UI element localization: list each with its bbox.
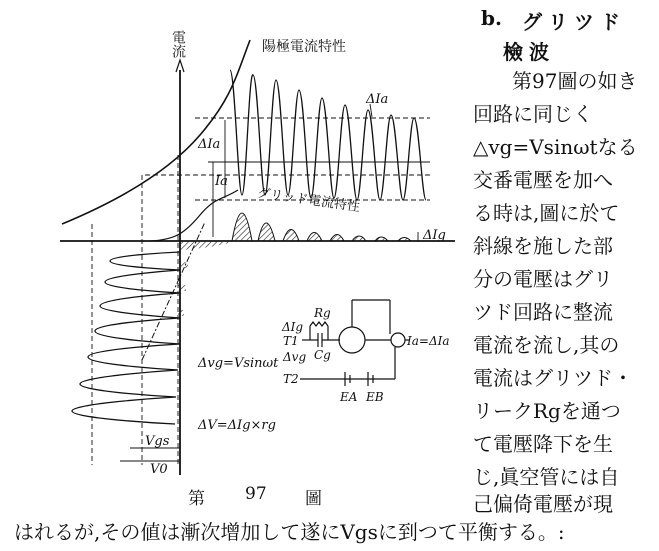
dvg-label: Δvg	[283, 350, 307, 364]
input-wave-hatched	[178, 241, 235, 316]
ig-label: ΔIg	[282, 320, 304, 334]
t2-label: T2	[283, 372, 299, 386]
anode-characteristic-curve	[62, 40, 250, 224]
delta-ia-left-label: ΔIa	[198, 137, 221, 152]
ea-label: EA	[340, 390, 358, 404]
input-voltage-label: Δvg=Vsinωt	[198, 356, 279, 371]
delta-ia-top-label: ΔIa	[366, 92, 389, 107]
body-line-7: 分の電壓はグリ	[473, 267, 613, 291]
caption-left: 第	[188, 489, 205, 509]
section-title-1: グリツド	[522, 10, 626, 34]
rg-label: Rg	[314, 306, 331, 320]
body-line-2: 回路に同じく	[473, 102, 593, 126]
v0-label: V0	[150, 462, 168, 477]
caption-number: 97	[245, 484, 267, 504]
vgs-label: Vgs	[145, 434, 170, 449]
dashed-guides	[92, 118, 430, 465]
cg-label: Cg	[314, 348, 331, 362]
body-line-3: △vg=Vsinωtなる	[473, 135, 638, 159]
input-voltage-wave	[72, 252, 180, 424]
delta-ig-label: ΔIg	[423, 228, 446, 243]
section-marker: b.	[481, 6, 502, 30]
section-title-2: 檢波	[503, 40, 555, 64]
meter-label: Ia=ΔIa	[407, 334, 450, 348]
body-line-13: じ,眞空管には自	[473, 465, 620, 489]
bottom-text-line: はれるが,その値は漸次增加して遂にVgsに到つて平衡する。:	[14, 520, 565, 544]
vacuum-tube-icon	[339, 327, 365, 353]
ia-label: Ia	[215, 174, 228, 189]
grid-curve-label: グリッド電流特性	[256, 185, 361, 216]
body-line-14: 己偏倚電壓が現	[473, 492, 613, 516]
anode-current-wave	[230, 70, 426, 200]
body-line-10: 電流はグリツド・	[473, 366, 633, 390]
t1-label: T1	[283, 334, 299, 348]
ammeter-icon	[391, 333, 405, 347]
anode-curve-label: 陽極電流特性	[262, 39, 346, 55]
body-line-1: 第97圖の如き	[512, 69, 638, 93]
dv-label: ΔV=ΔIg×rg	[198, 418, 276, 433]
body-line-8: ツド回路に整流	[473, 300, 613, 324]
grid-current-pulses	[232, 213, 411, 241]
body-line-4: 交番電壓を加へ	[473, 168, 613, 192]
body-line-12: て電壓降下を生	[473, 432, 613, 456]
body-line-9: 電流を流し,其の	[473, 333, 620, 357]
body-line-11: リークRgを通つ	[473, 399, 621, 423]
caption-right: 圖	[305, 489, 322, 509]
body-line-5: る時は,圖に於て	[473, 201, 620, 225]
y-axis-label: 電流	[170, 30, 186, 58]
body-line-6: 斜線を施した部	[473, 234, 613, 258]
eb-label: EB	[366, 390, 384, 404]
